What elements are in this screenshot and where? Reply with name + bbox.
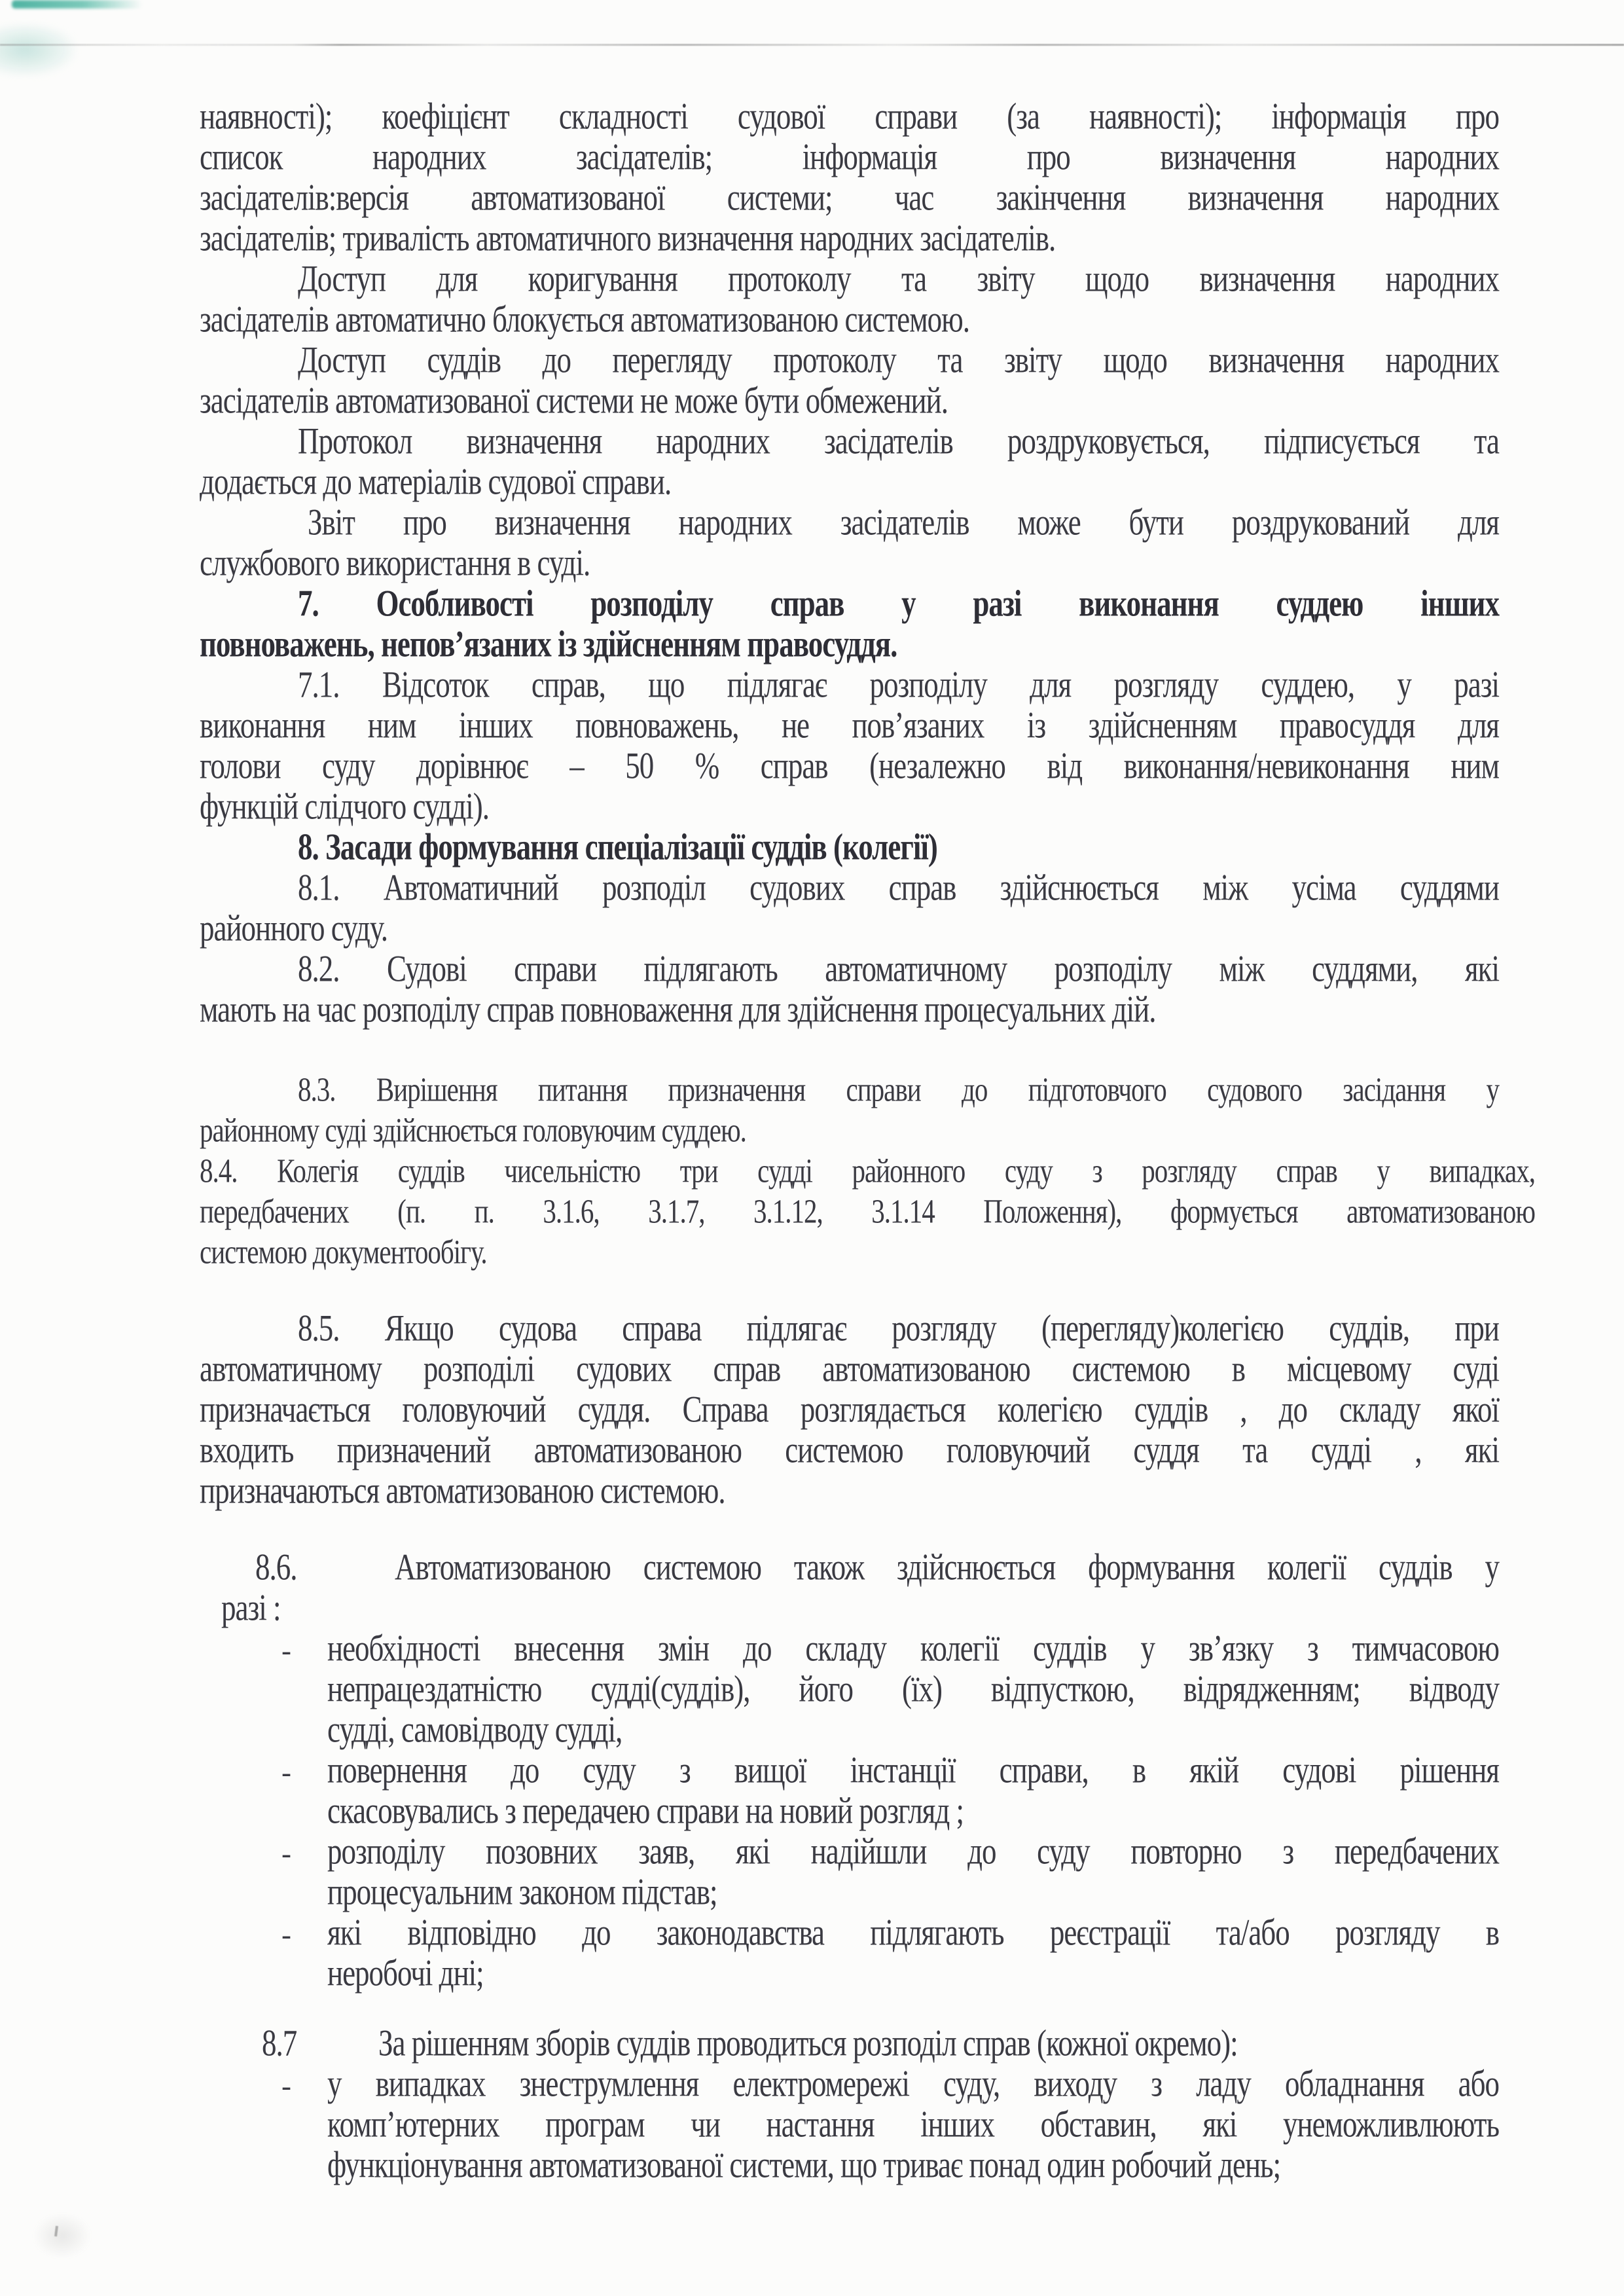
text-line-content: входить призначений автоматизованою системою головуючий суддя та судді , які [200,1429,1499,1471]
text-line-content: разі : [221,1587,281,1629]
text-line-content: голови суду дорівнює – 50 % справ (незалежно від виконання/невиконання ним [200,745,1499,787]
text-line-content: непрацездатністю судді(суддів), його (їх) відпусткою, відрядженням; відводу [327,1668,1499,1710]
text-line-content: Доступ для коригування протоколу та звіту щодо визначення народних [298,258,1499,300]
scan-line-artifact [0,44,1624,46]
text-line-content: список народних засідателів; інформація про визначення народних [200,136,1499,178]
text-line-content: у випадках знеструмлення електромережі суду, виходу з ладу обладнання або [327,2063,1499,2105]
text-line-content: районному суді здійснюється головуючим суддею. [200,1110,746,1149]
paragraph [200,1152,1535,1274]
text-line-content: скасовувались з передачею справи на новий розгляд ; [327,1790,964,1832]
text-line [327,2144,1499,2187]
text-line-content: комп’ютерних програм чи настання інших обставин, які унеможливлюють [327,2104,1499,2145]
text-line-content: передбачених (п. п. 3.1.6, 3.1.7, 3.1.12, 3.1.14 Положення), формується автоматизованою [200,1192,1535,1230]
text-line-content: судді, самовідводу судді, [327,1709,623,1751]
text-line-content: повернення до суду з вищої інстанції справи, в якій судові рішення [327,1749,1499,1791]
text-line-content: призначаються автоматизованою системою. [200,1470,725,1512]
list-item [281,1630,1499,1752]
text-line-content: наявності); коефіцієнт складності судової справи (за наявності); інформація про [200,96,1499,137]
text-line-content: 7. Особливості розподілу справ у разі виконання суддею інших [298,583,1499,625]
text-line-content: 8.2. Судові справи підлягають автоматичному розподілу між суддями, які [298,948,1499,990]
list-item [281,1914,1499,1995]
text-line-content: Доступ суддів до перегляду протоколу та звіту щодо визначення народних [298,339,1499,381]
list-item [281,2063,1499,2187]
text-line-content: засідателів:версія автоматизованої системи; час закінчення визначення народних [200,177,1499,219]
text-line-content: повноважень, непов’язаних із здійсненням правосуддя. [200,623,897,665]
text-line-content: службового використання в суді. [200,542,590,584]
text-line-content: 8.1. Автоматичний розподіл судових справ здійснюється між усіма суддями [298,867,1499,909]
green-scan-mark-top [12,0,143,9]
text-line-content: 8.4. Колегія суддів чисельністю три судді районного суду з розгляду справ у випадках, [200,1151,1535,1190]
text-line-content: неробочі дні; [327,1952,484,1994]
bullet-list [281,1630,1499,1995]
green-scan-mark-corner [0,24,76,76]
text-line-content: районного суду. [200,907,388,949]
paragraph [200,258,1499,342]
bullet-marker: - [281,1918,291,1951]
text-line-content: 8.3. Вирішення питання призначення справи до підготовчого судового засідання у [298,1070,1499,1108]
paragraph [200,501,1499,585]
paragraph [200,1307,1499,1513]
paragraph [200,339,1499,423]
text-line-content: функціонування автоматизованої системи, що триває понад один робочий день; [327,2144,1281,2186]
text-line-content: автоматичному розподілі судових справ автоматизованою системою в місцевому суді [200,1348,1499,1390]
paragraph [200,948,1499,1032]
paragraph [200,666,1499,829]
text-line-content: які відповідно до законодавства підлягають реєстрації та/або розгляду в [327,1912,1499,1954]
text-line-content: додається до матеріалів судової справи. [200,461,672,503]
paragraph [200,1071,1499,1152]
text-line-content: мають на час розподілу справ повноваження для здійснення процесуальних дій. [200,989,1156,1030]
text-line-content: 8.5. Якщо судова справа підлягає розгляду (перегляду)колегією суддів, при [298,1307,1499,1349]
text-line-content: функцій слідчого судді). [200,786,490,828]
text-line-content: 8. Засади формування спеціалізації суддів (колегії) [298,826,937,868]
text-line [200,1233,1535,1274]
text-line-content: необхідності внесення змін до складу колегії суддів у зв’язку з тимчасовою [327,1628,1499,1669]
text-line-content: процесуальним законом підстав; [327,1871,717,1913]
text-line-content: засідателів автоматизованої системи не може бути обмежений. [200,380,948,422]
bullet-marker: - [281,1756,291,1789]
text-line-content: 8.7 За рішенням зборів суддів проводиться розподіл справ (кожної окремо): [262,2018,1499,2069]
text-line-content: 7.1. Відсоток справ, що підлягає розподілу для розгляду суддею, у разі [298,664,1499,706]
text-line-content: призначається головуючий суддя. Справа розглядається колегією суддів , до складу якої [200,1389,1499,1430]
text-line-content: Протокол визначення народних засідателів роздруковується, підписується та [298,420,1499,462]
paragraph [200,420,1499,504]
text-line [327,1952,1499,1995]
text-line-content: розподілу позовних заяв, які надійшли до суду повторно з передбачених [327,1831,1499,1872]
text-line-content: системою документообігу. [200,1232,487,1271]
text-line [200,1472,1499,1513]
paragraph [200,1546,1499,1630]
section-heading [200,585,1499,666]
text-line-content: засідателів; тривалість автоматичного визначення народних засідателів. [200,217,1056,259]
text-line [200,991,1499,1032]
bullet-marker: - [281,1837,291,1870]
bullet-list [281,2063,1499,2187]
text-line-content: виконання ним інших повноважень, не пов’язаних із здійсненням правосуддя для [200,704,1499,746]
bullet-marker: - [281,2069,291,2102]
bullet-marker: - [281,1634,291,1667]
paragraph [200,869,1499,951]
list-item [281,1749,1499,1833]
text-line-content: 8.6. Автоматизованою системою також здійснюється формування колегії суддів у [255,1546,1499,1588]
smudge-artifact [33,2213,92,2259]
list-item [281,1833,1499,1914]
text-line-content: засідателів автоматично блокується автоматизованою системою. [200,299,970,340]
document-page [0,98,1624,2187]
text-line-content: Звіт про визначення народних засідателів може бути роздрукований для [308,501,1499,543]
paragraph [200,98,1499,261]
clause-number: 8.7 [262,2022,297,2064]
